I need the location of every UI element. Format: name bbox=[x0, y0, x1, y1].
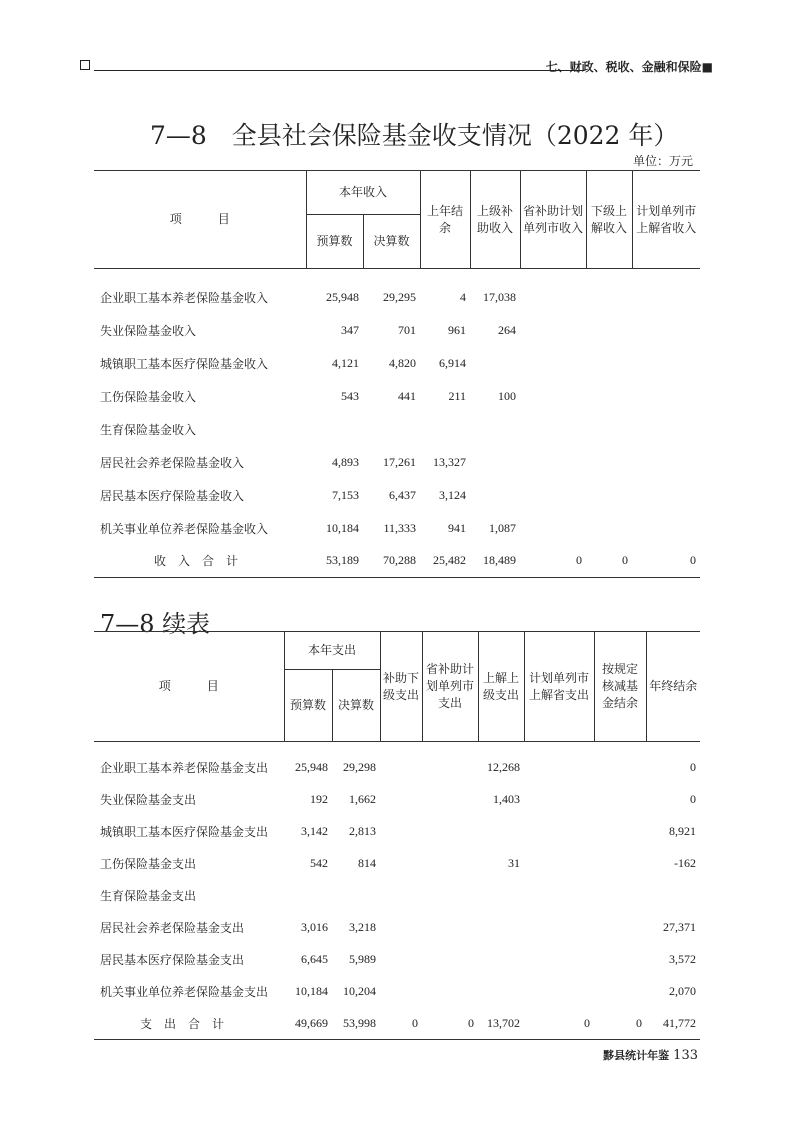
table-row bbox=[94, 848, 700, 880]
header-item: 项 目 bbox=[94, 632, 284, 742]
cell-deduct bbox=[594, 752, 646, 784]
total-plan-city: 0 bbox=[632, 545, 700, 578]
cell-final: 1,662 bbox=[349, 792, 377, 806]
cell-lower-remit bbox=[586, 380, 632, 413]
cell-budget: 347 bbox=[341, 322, 359, 337]
header-plan-city: 计划单列市上解省收入 bbox=[632, 171, 700, 269]
cell-deduct bbox=[594, 944, 646, 976]
cell-lower-subsidy bbox=[380, 784, 422, 816]
row-item: 工伤保险基金支出 bbox=[100, 857, 197, 871]
row-item: 失业保险基金支出 bbox=[100, 793, 197, 807]
cell-prov-plan bbox=[422, 816, 478, 848]
header-budget: 预算数 bbox=[284, 670, 332, 742]
row-item: 生育保险基金支出 bbox=[100, 889, 197, 903]
header-prov-subsidy: 省补助计划单列市收入 bbox=[520, 171, 586, 269]
table2-title: 7—8 续表 bbox=[100, 610, 211, 638]
total-row bbox=[94, 1008, 700, 1040]
cell-budget: 25,948 bbox=[326, 289, 359, 304]
cell-prov-plan bbox=[422, 848, 478, 880]
cell-lower-subsidy bbox=[380, 816, 422, 848]
cell-prev-balance: 4 bbox=[460, 289, 467, 304]
total-plan-city: 0 bbox=[524, 1008, 594, 1040]
cell-final: 10,204 bbox=[343, 984, 377, 998]
cell-upper-remit: 1,403 bbox=[493, 792, 521, 806]
header-year-end: 年终结余 bbox=[646, 632, 700, 742]
header-budget: 预算数 bbox=[306, 215, 363, 269]
header-final: 决算数 bbox=[332, 670, 380, 742]
row-item: 居民社会养老保险基金支出 bbox=[100, 921, 245, 935]
total-upper-remit: 13,702 bbox=[478, 1008, 524, 1040]
cell-budget: 7,153 bbox=[332, 487, 359, 502]
cell-budget bbox=[284, 880, 332, 912]
row-item: 居民基本医疗保险基金收入 bbox=[100, 488, 245, 503]
cell-plan-city bbox=[524, 912, 594, 944]
cell-prov-subsidy bbox=[520, 479, 586, 512]
row-item: 企业职工基本养老保险基金收入 bbox=[100, 290, 269, 305]
header-lower-subsidy: 补助下级支出 bbox=[380, 632, 422, 742]
table-row bbox=[94, 347, 700, 380]
cell-year-end bbox=[646, 880, 700, 912]
cell-prov-subsidy bbox=[520, 380, 586, 413]
table-row bbox=[94, 912, 700, 944]
cell-plan-city bbox=[632, 314, 700, 347]
cell-year-end: 2,070 bbox=[669, 984, 697, 998]
cell-deduct bbox=[594, 784, 646, 816]
row-item: 企业职工基本养老保险基金支出 bbox=[100, 761, 269, 775]
row-item: 失业保险基金收入 bbox=[100, 323, 197, 338]
row-item: 生育保险基金收入 bbox=[100, 422, 197, 437]
cell-budget bbox=[306, 413, 363, 446]
cell-plan-city bbox=[524, 848, 594, 880]
cell-lower-subsidy bbox=[380, 848, 422, 880]
cell-upper-remit bbox=[478, 816, 524, 848]
total-year-end: 41,772 bbox=[646, 1008, 700, 1040]
page-number: 133 bbox=[673, 1048, 698, 1063]
cell-year-end: 8,921 bbox=[669, 824, 697, 838]
cell-deduct bbox=[594, 848, 646, 880]
cell-upper-remit bbox=[478, 880, 524, 912]
cell-upper-subsidy bbox=[470, 446, 520, 479]
table-row bbox=[94, 479, 700, 512]
total-row bbox=[94, 545, 700, 578]
square-icon bbox=[80, 60, 90, 70]
table-row bbox=[94, 446, 700, 479]
cell-budget: 542 bbox=[310, 856, 328, 870]
header-prov-plan: 省补助计划单列市支出 bbox=[422, 632, 478, 742]
cell-lower-subsidy bbox=[380, 752, 422, 784]
cell-prov-subsidy bbox=[520, 512, 586, 545]
cell-year-end: 3,572 bbox=[669, 952, 697, 966]
cell-lower-remit bbox=[586, 281, 632, 314]
cell-prov-subsidy bbox=[520, 347, 586, 380]
cell-upper-subsidy bbox=[470, 413, 520, 446]
total-final: 70,288 bbox=[363, 545, 420, 578]
cell-lower-subsidy bbox=[380, 880, 422, 912]
cell-plan-city bbox=[632, 347, 700, 380]
cell-budget: 192 bbox=[310, 792, 328, 806]
cell-plan-city bbox=[632, 446, 700, 479]
cell-year-end: -162 bbox=[674, 856, 697, 870]
table-row bbox=[94, 380, 700, 413]
total-budget: 49,669 bbox=[284, 1008, 332, 1040]
cell-lower-remit bbox=[586, 446, 632, 479]
cell-lower-remit bbox=[586, 479, 632, 512]
cell-upper-subsidy bbox=[470, 347, 520, 380]
cell-prov-plan bbox=[422, 752, 478, 784]
cell-prov-plan bbox=[422, 784, 478, 816]
table-row bbox=[94, 976, 700, 1008]
cell-prov-subsidy bbox=[520, 446, 586, 479]
cell-final: 4,820 bbox=[389, 355, 417, 370]
cell-upper-subsidy: 264 bbox=[498, 322, 517, 337]
cell-prov-plan bbox=[422, 912, 478, 944]
cell-final: 701 bbox=[398, 322, 417, 337]
cell-plan-city bbox=[524, 784, 594, 816]
cell-lower-subsidy bbox=[380, 944, 422, 976]
total-lower-subsidy: 0 bbox=[380, 1008, 422, 1040]
book-title: 黟县统计年鉴 bbox=[603, 1049, 670, 1062]
cell-budget: 3,016 bbox=[301, 920, 328, 934]
cell-final: 2,813 bbox=[349, 824, 377, 838]
total-budget: 53,189 bbox=[306, 545, 363, 578]
cell-plan-city bbox=[524, 880, 594, 912]
row-item: 工伤保险基金收入 bbox=[100, 389, 197, 404]
cell-lower-remit bbox=[586, 512, 632, 545]
cell-prov-plan bbox=[422, 880, 478, 912]
cell-upper-remit bbox=[478, 944, 524, 976]
header-rule bbox=[94, 70, 584, 71]
cell-upper-subsidy bbox=[470, 479, 520, 512]
cell-upper-subsidy: 1,087 bbox=[489, 520, 517, 535]
cell-lower-remit bbox=[586, 347, 632, 380]
cell-upper-subsidy: 17,038 bbox=[483, 289, 517, 304]
cell-plan-city bbox=[632, 413, 700, 446]
header-item: 项 目 bbox=[94, 171, 306, 269]
row-item: 机关事业单位养老保险基金收入 bbox=[100, 521, 269, 536]
cell-deduct bbox=[594, 976, 646, 1008]
total-final: 53,998 bbox=[332, 1008, 380, 1040]
cell-final: 11,333 bbox=[383, 520, 417, 535]
page-footer bbox=[603, 1044, 698, 1063]
row-item: 城镇职工基本医疗保险基金收入 bbox=[100, 356, 269, 371]
cell-prov-subsidy bbox=[520, 281, 586, 314]
cell-year-end: 27,371 bbox=[663, 920, 697, 934]
cell-upper-remit bbox=[478, 976, 524, 1008]
expense-table bbox=[94, 631, 700, 1040]
cell-upper-remit: 12,268 bbox=[487, 760, 521, 774]
running-header bbox=[80, 56, 713, 76]
cell-plan-city bbox=[524, 752, 594, 784]
cell-plan-city bbox=[632, 512, 700, 545]
cell-final: 814 bbox=[358, 856, 377, 870]
cell-budget: 543 bbox=[341, 388, 359, 403]
table1-title: 7—8 全县社会保险基金收支情况（2022 年） bbox=[150, 121, 679, 150]
cell-prev-balance: 3,124 bbox=[439, 487, 467, 502]
row-item: 机关事业单位养老保险基金支出 bbox=[100, 985, 269, 999]
header-income-group: 本年收入 bbox=[306, 171, 420, 215]
cell-deduct bbox=[594, 880, 646, 912]
cell-prov-plan bbox=[422, 944, 478, 976]
cell-lower-remit bbox=[586, 413, 632, 446]
income-table bbox=[94, 170, 700, 578]
total-prev-balance: 25,482 bbox=[420, 545, 470, 578]
total-upper-subsidy: 18,489 bbox=[470, 545, 520, 578]
total-prov-plan: 0 bbox=[422, 1008, 478, 1040]
cell-final: 6,437 bbox=[389, 487, 417, 502]
section-title: 七、财政、税收、金融和保险■ bbox=[545, 60, 713, 74]
cell-budget: 10,184 bbox=[295, 984, 328, 998]
total-deduct: 0 bbox=[594, 1008, 646, 1040]
cell-deduct bbox=[594, 816, 646, 848]
header-prev-balance: 上年结余 bbox=[420, 171, 470, 269]
cell-final: 17,261 bbox=[383, 454, 417, 469]
cell-budget: 10,184 bbox=[326, 520, 359, 535]
table-row bbox=[94, 880, 700, 912]
cell-prev-balance: 6,914 bbox=[439, 355, 467, 370]
cell-budget: 4,121 bbox=[332, 355, 359, 370]
cell-prov-plan bbox=[422, 976, 478, 1008]
cell-final: 29,298 bbox=[343, 760, 377, 774]
cell-final bbox=[363, 413, 420, 446]
row-item: 居民基本医疗保险基金支出 bbox=[100, 953, 245, 967]
header-deduct: 按规定核减基金结余 bbox=[594, 632, 646, 742]
header-lower-remit: 下级上解收入 bbox=[586, 171, 632, 269]
cell-budget: 6,645 bbox=[301, 952, 328, 966]
cell-plan-city bbox=[524, 976, 594, 1008]
cell-prev-balance: 13,327 bbox=[433, 454, 467, 469]
cell-plan-city bbox=[524, 944, 594, 976]
header-upper-subsidy: 上级补助收入 bbox=[470, 171, 520, 269]
cell-budget: 25,948 bbox=[295, 760, 328, 774]
cell-lower-remit bbox=[586, 314, 632, 347]
cell-final: 441 bbox=[398, 388, 417, 403]
cell-plan-city bbox=[632, 281, 700, 314]
cell-prev-balance: 211 bbox=[448, 388, 467, 403]
cell-year-end: 0 bbox=[690, 760, 697, 774]
table-row bbox=[94, 752, 700, 784]
cell-upper-subsidy: 100 bbox=[498, 388, 517, 403]
table-row bbox=[94, 413, 700, 446]
cell-final: 3,218 bbox=[349, 920, 377, 934]
cell-plan-city bbox=[632, 380, 700, 413]
unit-label: 单位：万元 bbox=[632, 154, 693, 168]
row-item: 居民社会养老保险基金收入 bbox=[100, 455, 245, 470]
table-row bbox=[94, 816, 700, 848]
table-row bbox=[94, 314, 700, 347]
row-item: 城镇职工基本医疗保险基金支出 bbox=[100, 825, 269, 839]
cell-prov-subsidy bbox=[520, 413, 586, 446]
cell-year-end: 0 bbox=[690, 792, 697, 806]
header-plan-city: 计划单列市上解省支出 bbox=[524, 632, 594, 742]
table-row bbox=[94, 784, 700, 816]
cell-lower-subsidy bbox=[380, 976, 422, 1008]
header-expense-group: 本年支出 bbox=[284, 632, 380, 670]
header-upper-remit: 上解上级支出 bbox=[478, 632, 524, 742]
cell-budget: 3,142 bbox=[301, 824, 328, 838]
cell-final: 29,295 bbox=[383, 289, 417, 304]
total-label: 支 出 合 计 bbox=[94, 1008, 284, 1040]
cell-prev-balance bbox=[420, 413, 470, 446]
table-row bbox=[94, 281, 700, 314]
cell-budget: 4,893 bbox=[332, 454, 359, 469]
total-label: 收 入 合 计 bbox=[94, 545, 306, 578]
cell-upper-remit: 31 bbox=[508, 856, 521, 870]
cell-plan-city bbox=[632, 479, 700, 512]
cell-plan-city bbox=[524, 816, 594, 848]
cell-prov-subsidy bbox=[520, 314, 586, 347]
cell-prev-balance: 941 bbox=[448, 520, 467, 535]
cell-final: 5,989 bbox=[349, 952, 377, 966]
table-row bbox=[94, 944, 700, 976]
cell-lower-subsidy bbox=[380, 912, 422, 944]
total-lower-remit: 0 bbox=[586, 545, 632, 578]
total-prov-subsidy: 0 bbox=[520, 545, 586, 578]
header-final: 决算数 bbox=[363, 215, 420, 269]
cell-upper-remit bbox=[478, 912, 524, 944]
cell-final bbox=[332, 880, 380, 912]
cell-prev-balance: 961 bbox=[448, 322, 467, 337]
cell-deduct bbox=[594, 912, 646, 944]
table-row bbox=[94, 512, 700, 545]
